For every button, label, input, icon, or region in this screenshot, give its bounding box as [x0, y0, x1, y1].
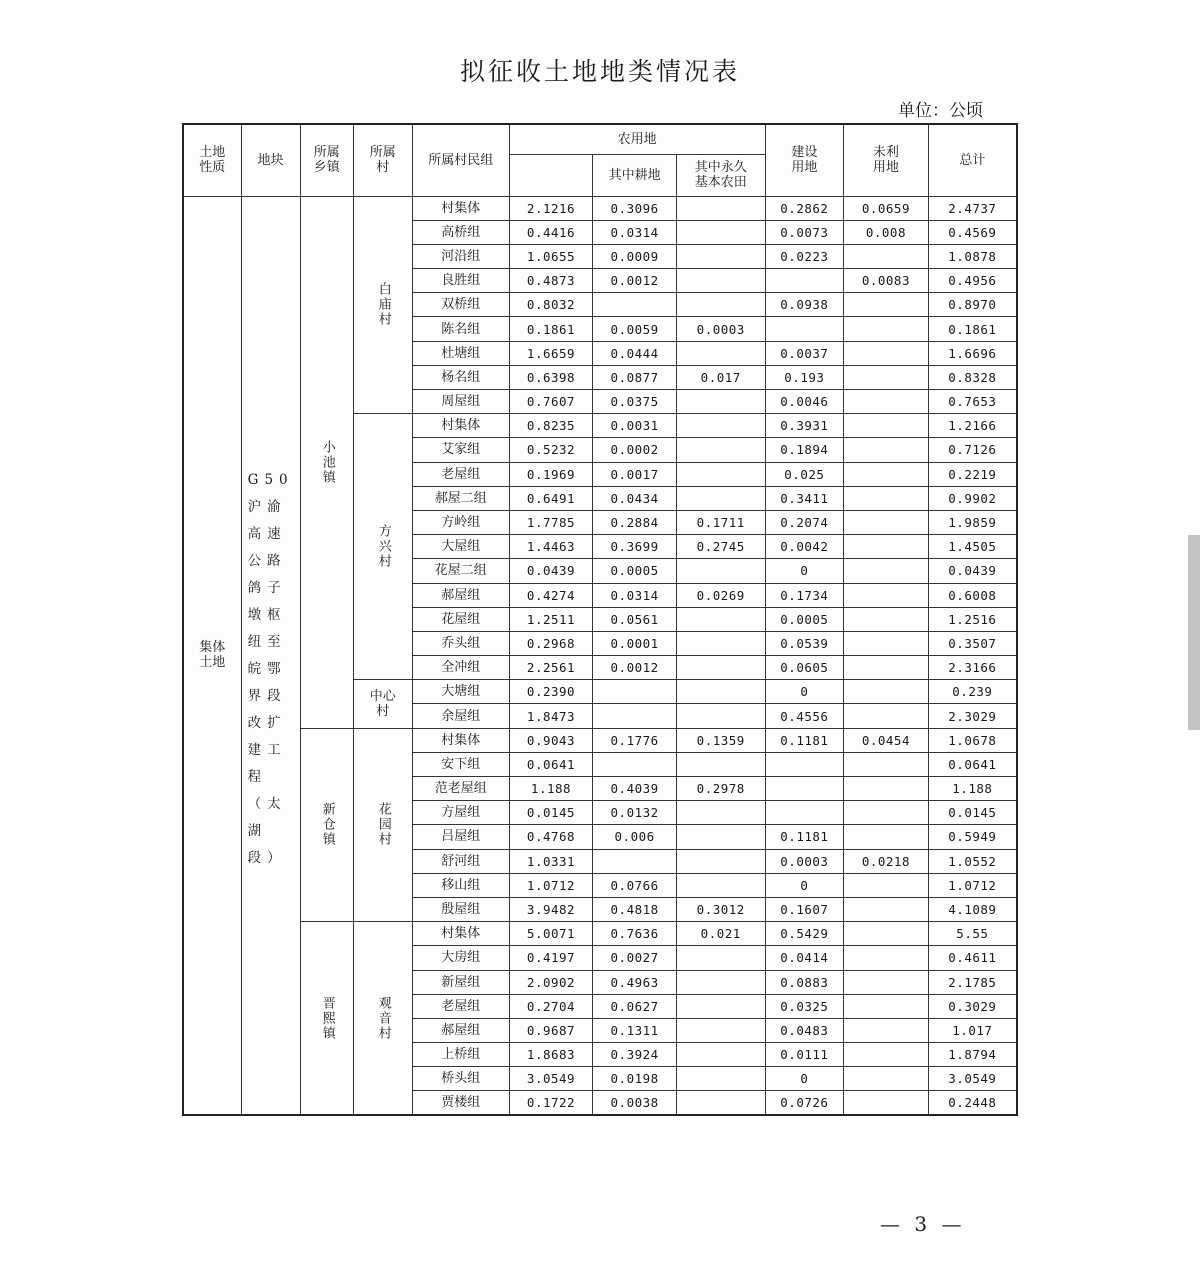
unused-value — [844, 1091, 929, 1115]
construction-value: 0.1734 — [765, 583, 844, 607]
basic-farmland-value: 0.017 — [676, 365, 765, 389]
total-value: 1.188 — [928, 777, 1017, 801]
construction-value: 0.193 — [765, 365, 844, 389]
basic-farmland-value — [676, 341, 765, 365]
agri-value: 0.4873 — [509, 269, 593, 293]
agri-value: 0.1861 — [509, 317, 593, 341]
header-village: 所属村 — [353, 124, 412, 196]
construction-value: 0.1894 — [765, 438, 844, 462]
group-cell: 老屋组 — [412, 462, 509, 486]
header-agri: 农用地 — [509, 124, 765, 154]
group-cell: 老屋组 — [412, 994, 509, 1018]
unused-value — [844, 510, 929, 534]
total-value: 0.0145 — [928, 801, 1017, 825]
unused-value — [844, 873, 929, 897]
cultivated-value: 0.0009 — [593, 244, 677, 268]
basic-farmland-value — [676, 704, 765, 728]
basic-farmland-value — [676, 656, 765, 680]
header-nature: 土地性质 — [183, 124, 241, 196]
cultivated-value — [593, 704, 677, 728]
total-value: 1.6696 — [928, 341, 1017, 365]
agri-value: 1.4463 — [509, 535, 593, 559]
cultivated-value: 0.0059 — [593, 317, 677, 341]
unused-value — [844, 244, 929, 268]
parcel-cell: G50沪渝高速公路鸽子墩枢纽至皖鄂界段改扩建工程（太湖段） — [241, 196, 300, 1115]
agri-value: 0.0641 — [509, 752, 593, 776]
unused-value — [844, 607, 929, 631]
construction-value: 0.5429 — [765, 922, 844, 946]
group-cell: 花屋组 — [412, 607, 509, 631]
cultivated-value: 0.0198 — [593, 1067, 677, 1091]
total-value: 0.239 — [928, 680, 1017, 704]
group-cell: 安下组 — [412, 752, 509, 776]
total-value: 1.0712 — [928, 873, 1017, 897]
basic-farmland-value: 0.1711 — [676, 510, 765, 534]
group-cell: 全冲组 — [412, 656, 509, 680]
cultivated-value: 0.0627 — [593, 994, 677, 1018]
unused-value — [844, 704, 929, 728]
unused-value — [844, 1067, 929, 1091]
group-cell: 郝屋组 — [412, 583, 509, 607]
total-value: 3.0549 — [928, 1067, 1017, 1091]
village-cell: 花园村 — [353, 728, 412, 922]
agri-value: 2.2561 — [509, 656, 593, 680]
group-cell: 乔头组 — [412, 631, 509, 655]
unused-value — [844, 365, 929, 389]
cultivated-value: 0.0005 — [593, 559, 677, 583]
group-cell: 大房组 — [412, 946, 509, 970]
agri-value: 1.8683 — [509, 1043, 593, 1067]
total-value: 1.017 — [928, 1018, 1017, 1042]
land-nature-cell: 集体土地 — [183, 196, 241, 1115]
agri-value: 0.4416 — [509, 220, 593, 244]
cultivated-value: 0.0314 — [593, 583, 677, 607]
basic-farmland-value — [676, 970, 765, 994]
unused-value — [844, 535, 929, 559]
construction-value — [765, 317, 844, 341]
basic-farmland-value — [676, 946, 765, 970]
unused-value — [844, 486, 929, 510]
group-cell: 大塘组 — [412, 680, 509, 704]
construction-value: 0.2862 — [765, 196, 844, 220]
construction-value: 0 — [765, 559, 844, 583]
construction-value: 0.0005 — [765, 607, 844, 631]
unused-value — [844, 341, 929, 365]
town-cell: 晋熙镇 — [300, 922, 353, 1116]
cultivated-value: 0.0561 — [593, 607, 677, 631]
agri-value: 3.0549 — [509, 1067, 593, 1091]
total-value: 0.2448 — [928, 1091, 1017, 1115]
group-cell: 殷屋组 — [412, 897, 509, 921]
construction-value: 0.4556 — [765, 704, 844, 728]
basic-farmland-value: 0.1359 — [676, 728, 765, 752]
construction-value: 0.0883 — [765, 970, 844, 994]
unused-value: 0.0218 — [844, 849, 929, 873]
group-cell: 杨名组 — [412, 365, 509, 389]
agri-value: 0.2704 — [509, 994, 593, 1018]
cultivated-value — [593, 293, 677, 317]
construction-value: 0.0938 — [765, 293, 844, 317]
scrollbar[interactable] — [1188, 535, 1200, 730]
group-cell: 大屋组 — [412, 535, 509, 559]
agri-value: 0.4274 — [509, 583, 593, 607]
group-cell: 高桥组 — [412, 220, 509, 244]
total-value: 1.0552 — [928, 849, 1017, 873]
cultivated-value — [593, 752, 677, 776]
cultivated-value: 0.0027 — [593, 946, 677, 970]
unused-value: 0.008 — [844, 220, 929, 244]
cultivated-value: 0.0001 — [593, 631, 677, 655]
header-agri-cultivated: 其中耕地 — [593, 154, 677, 196]
unused-value — [844, 390, 929, 414]
cultivated-value: 0.0877 — [593, 365, 677, 389]
basic-farmland-value — [676, 1043, 765, 1067]
agri-value: 0.0439 — [509, 559, 593, 583]
total-value: 1.9859 — [928, 510, 1017, 534]
agri-value: 1.0331 — [509, 849, 593, 873]
construction-value: 0.0111 — [765, 1043, 844, 1067]
total-value: 0.8970 — [928, 293, 1017, 317]
village-cell: 中心村 — [353, 680, 412, 728]
total-value: 0.3507 — [928, 631, 1017, 655]
unused-value — [844, 752, 929, 776]
basic-farmland-value — [676, 1091, 765, 1115]
total-value: 5.55 — [928, 922, 1017, 946]
basic-farmland-value: 0.0003 — [676, 317, 765, 341]
group-cell: 贾楼组 — [412, 1091, 509, 1115]
construction-value: 0.0483 — [765, 1018, 844, 1042]
basic-farmland-value — [676, 1018, 765, 1042]
total-value: 0.7126 — [928, 438, 1017, 462]
cultivated-value: 0.4818 — [593, 897, 677, 921]
agri-value: 1.0655 — [509, 244, 593, 268]
cultivated-value: 0.0766 — [593, 873, 677, 897]
agri-value: 0.6491 — [509, 486, 593, 510]
agri-value: 1.188 — [509, 777, 593, 801]
unused-value — [844, 946, 929, 970]
basic-farmland-value — [676, 1067, 765, 1091]
group-cell: 舒河组 — [412, 849, 509, 873]
total-value: 1.4505 — [928, 535, 1017, 559]
total-value: 0.2219 — [928, 462, 1017, 486]
group-cell: 村集体 — [412, 414, 509, 438]
header-agri-basic: 其中永久基本农田 — [676, 154, 765, 196]
basic-farmland-value — [676, 438, 765, 462]
unused-value: 0.0083 — [844, 269, 929, 293]
total-value: 2.1785 — [928, 970, 1017, 994]
table-row — [183, 196, 1017, 220]
agri-value: 1.8473 — [509, 704, 593, 728]
construction-value: 0.0414 — [765, 946, 844, 970]
cultivated-value: 0.0031 — [593, 414, 677, 438]
agri-value: 0.8032 — [509, 293, 593, 317]
town-cell: 小池镇 — [300, 196, 353, 728]
agri-value: 1.0712 — [509, 873, 593, 897]
agri-value: 0.6398 — [509, 365, 593, 389]
cultivated-value: 0.0434 — [593, 486, 677, 510]
unused-value: 0.0659 — [844, 196, 929, 220]
total-value: 1.0878 — [928, 244, 1017, 268]
agri-value: 5.0071 — [509, 922, 593, 946]
construction-value: 0.0046 — [765, 390, 844, 414]
page-number: — 3 — — [880, 1212, 966, 1236]
agri-value: 0.1722 — [509, 1091, 593, 1115]
group-cell: 花屋二组 — [412, 559, 509, 583]
total-value: 0.6008 — [928, 583, 1017, 607]
basic-farmland-value — [676, 486, 765, 510]
construction-value: 0.0223 — [765, 244, 844, 268]
village-cell: 观音村 — [353, 922, 412, 1116]
unused-value — [844, 583, 929, 607]
unused-value — [844, 680, 929, 704]
agri-value: 0.0145 — [509, 801, 593, 825]
land-table — [182, 123, 1018, 1116]
agri-value: 2.1216 — [509, 196, 593, 220]
cultivated-value: 0.0012 — [593, 269, 677, 293]
basic-farmland-value — [676, 559, 765, 583]
basic-farmland-value — [676, 269, 765, 293]
header-group: 所属村民组 — [412, 124, 509, 196]
group-cell: 方岭组 — [412, 510, 509, 534]
total-value: 0.4569 — [928, 220, 1017, 244]
cultivated-value: 0.0444 — [593, 341, 677, 365]
construction-value: 0.0042 — [765, 535, 844, 559]
total-value: 2.4737 — [928, 196, 1017, 220]
construction-value: 0.0726 — [765, 1091, 844, 1115]
header-construction: 建设用地 — [765, 124, 844, 196]
construction-value — [765, 777, 844, 801]
group-cell: 范老屋组 — [412, 777, 509, 801]
village-cell: 白庙村 — [353, 196, 412, 414]
cultivated-value: 0.3096 — [593, 196, 677, 220]
agri-value: 1.2511 — [509, 607, 593, 631]
total-value: 1.2166 — [928, 414, 1017, 438]
unit-label: 单位：公顷 — [898, 101, 983, 121]
basic-farmland-value — [676, 680, 765, 704]
cultivated-value: 0.3699 — [593, 535, 677, 559]
basic-farmland-value — [676, 196, 765, 220]
cultivated-value: 0.0132 — [593, 801, 677, 825]
unused-value — [844, 656, 929, 680]
cultivated-value: 0.006 — [593, 825, 677, 849]
construction-value: 0.1607 — [765, 897, 844, 921]
agri-value: 0.4768 — [509, 825, 593, 849]
page-title: 拟征收土地地类情况表 — [459, 57, 740, 86]
total-value: 0.0641 — [928, 752, 1017, 776]
unused-value — [844, 293, 929, 317]
unused-value — [844, 559, 929, 583]
unused-value — [844, 994, 929, 1018]
agri-value: 0.2390 — [509, 680, 593, 704]
basic-farmland-value: 0.0269 — [676, 583, 765, 607]
table-row — [183, 922, 1017, 946]
header-total: 总计 — [928, 124, 1017, 196]
unused-value — [844, 414, 929, 438]
cultivated-value — [593, 849, 677, 873]
cultivated-value: 0.0012 — [593, 656, 677, 680]
total-value: 1.0678 — [928, 728, 1017, 752]
cultivated-value: 0.0314 — [593, 220, 677, 244]
group-cell: 郝屋二组 — [412, 486, 509, 510]
basic-farmland-value — [676, 752, 765, 776]
unused-value — [844, 970, 929, 994]
total-value: 0.1861 — [928, 317, 1017, 341]
header-unused: 未利用地 — [844, 124, 929, 196]
town-cell: 新仓镇 — [300, 728, 353, 922]
group-cell: 村集体 — [412, 196, 509, 220]
cultivated-value: 0.1311 — [593, 1018, 677, 1042]
agri-value: 0.2968 — [509, 631, 593, 655]
cultivated-value: 0.3924 — [593, 1043, 677, 1067]
basic-farmland-value: 0.2978 — [676, 777, 765, 801]
construction-value: 0.3411 — [765, 486, 844, 510]
unused-value — [844, 1043, 929, 1067]
agri-value: 1.6659 — [509, 341, 593, 365]
total-value: 0.3029 — [928, 994, 1017, 1018]
group-cell: 移山组 — [412, 873, 509, 897]
header-town: 所属乡镇 — [300, 124, 353, 196]
construction-value: 0 — [765, 680, 844, 704]
unused-value — [844, 897, 929, 921]
unused-value — [844, 801, 929, 825]
header-agri-total — [509, 154, 593, 196]
group-cell: 河沿组 — [412, 244, 509, 268]
group-cell: 周屋组 — [412, 390, 509, 414]
unused-value — [844, 825, 929, 849]
construction-value — [765, 269, 844, 293]
unused-value — [844, 777, 929, 801]
unused-value: 0.0454 — [844, 728, 929, 752]
total-value: 0.7653 — [928, 390, 1017, 414]
total-value: 0.5949 — [928, 825, 1017, 849]
group-cell: 双桥组 — [412, 293, 509, 317]
unused-value — [844, 317, 929, 341]
basic-farmland-value — [676, 244, 765, 268]
agri-value: 0.9687 — [509, 1018, 593, 1042]
agri-value: 2.0902 — [509, 970, 593, 994]
basic-farmland-value: 0.3012 — [676, 897, 765, 921]
group-cell: 方屋组 — [412, 801, 509, 825]
total-value: 1.2516 — [928, 607, 1017, 631]
total-value: 0.4611 — [928, 946, 1017, 970]
total-value: 0.0439 — [928, 559, 1017, 583]
unused-value — [844, 631, 929, 655]
construction-value: 0.3931 — [765, 414, 844, 438]
group-cell: 郝屋组 — [412, 1018, 509, 1042]
basic-farmland-value — [676, 825, 765, 849]
total-value: 1.8794 — [928, 1043, 1017, 1067]
cultivated-value: 0.4963 — [593, 970, 677, 994]
group-cell: 上桥组 — [412, 1043, 509, 1067]
group-cell: 良胜组 — [412, 269, 509, 293]
agri-value: 0.1969 — [509, 462, 593, 486]
basic-farmland-value — [676, 220, 765, 244]
basic-farmland-value: 0.2745 — [676, 535, 765, 559]
construction-value: 0 — [765, 873, 844, 897]
agri-value: 0.7607 — [509, 390, 593, 414]
agri-value: 3.9482 — [509, 897, 593, 921]
agri-value: 0.8235 — [509, 414, 593, 438]
village-cell: 方兴村 — [353, 414, 412, 680]
total-value: 0.9902 — [928, 486, 1017, 510]
total-value: 2.3166 — [928, 656, 1017, 680]
construction-value: 0.0073 — [765, 220, 844, 244]
group-cell: 村集体 — [412, 728, 509, 752]
group-cell: 村集体 — [412, 922, 509, 946]
unused-value — [844, 438, 929, 462]
construction-value: 0.1181 — [765, 825, 844, 849]
construction-value: 0.0325 — [765, 994, 844, 1018]
basic-farmland-value — [676, 607, 765, 631]
basic-farmland-value — [676, 462, 765, 486]
group-cell: 新屋组 — [412, 970, 509, 994]
unused-value — [844, 1018, 929, 1042]
basic-farmland-value: 0.021 — [676, 922, 765, 946]
agri-value: 0.9043 — [509, 728, 593, 752]
basic-farmland-value — [676, 994, 765, 1018]
construction-value: 0.1181 — [765, 728, 844, 752]
cultivated-value: 0.1776 — [593, 728, 677, 752]
group-cell: 桥头组 — [412, 1067, 509, 1091]
total-value: 4.1089 — [928, 897, 1017, 921]
cultivated-value — [593, 680, 677, 704]
group-cell: 吕屋组 — [412, 825, 509, 849]
basic-farmland-value — [676, 390, 765, 414]
total-value: 2.3029 — [928, 704, 1017, 728]
construction-value: 0.0037 — [765, 341, 844, 365]
cultivated-value: 0.4039 — [593, 777, 677, 801]
construction-value: 0.2074 — [765, 510, 844, 534]
agri-value: 0.5232 — [509, 438, 593, 462]
construction-value: 0.0605 — [765, 656, 844, 680]
construction-value — [765, 801, 844, 825]
basic-farmland-value — [676, 849, 765, 873]
total-value: 0.4956 — [928, 269, 1017, 293]
construction-value: 0.0003 — [765, 849, 844, 873]
construction-value: 0 — [765, 1067, 844, 1091]
cultivated-value: 0.7636 — [593, 922, 677, 946]
basic-farmland-value — [676, 873, 765, 897]
agri-value: 1.7785 — [509, 510, 593, 534]
unused-value — [844, 462, 929, 486]
basic-farmland-value — [676, 631, 765, 655]
basic-farmland-value — [676, 414, 765, 438]
construction-value — [765, 752, 844, 776]
construction-value: 0.025 — [765, 462, 844, 486]
cultivated-value: 0.0017 — [593, 462, 677, 486]
basic-farmland-value — [676, 801, 765, 825]
cultivated-value: 0.0375 — [593, 390, 677, 414]
group-cell: 艾家组 — [412, 438, 509, 462]
cultivated-value: 0.2884 — [593, 510, 677, 534]
cultivated-value: 0.0038 — [593, 1091, 677, 1115]
group-cell: 杜塘组 — [412, 341, 509, 365]
total-value: 0.8328 — [928, 365, 1017, 389]
header-parcel: 地块 — [241, 124, 300, 196]
basic-farmland-value — [676, 293, 765, 317]
construction-value: 0.0539 — [765, 631, 844, 655]
agri-value: 0.4197 — [509, 946, 593, 970]
unused-value — [844, 922, 929, 946]
group-cell: 陈名组 — [412, 317, 509, 341]
table-row — [183, 728, 1017, 752]
group-cell: 余屋组 — [412, 704, 509, 728]
cultivated-value: 0.0002 — [593, 438, 677, 462]
